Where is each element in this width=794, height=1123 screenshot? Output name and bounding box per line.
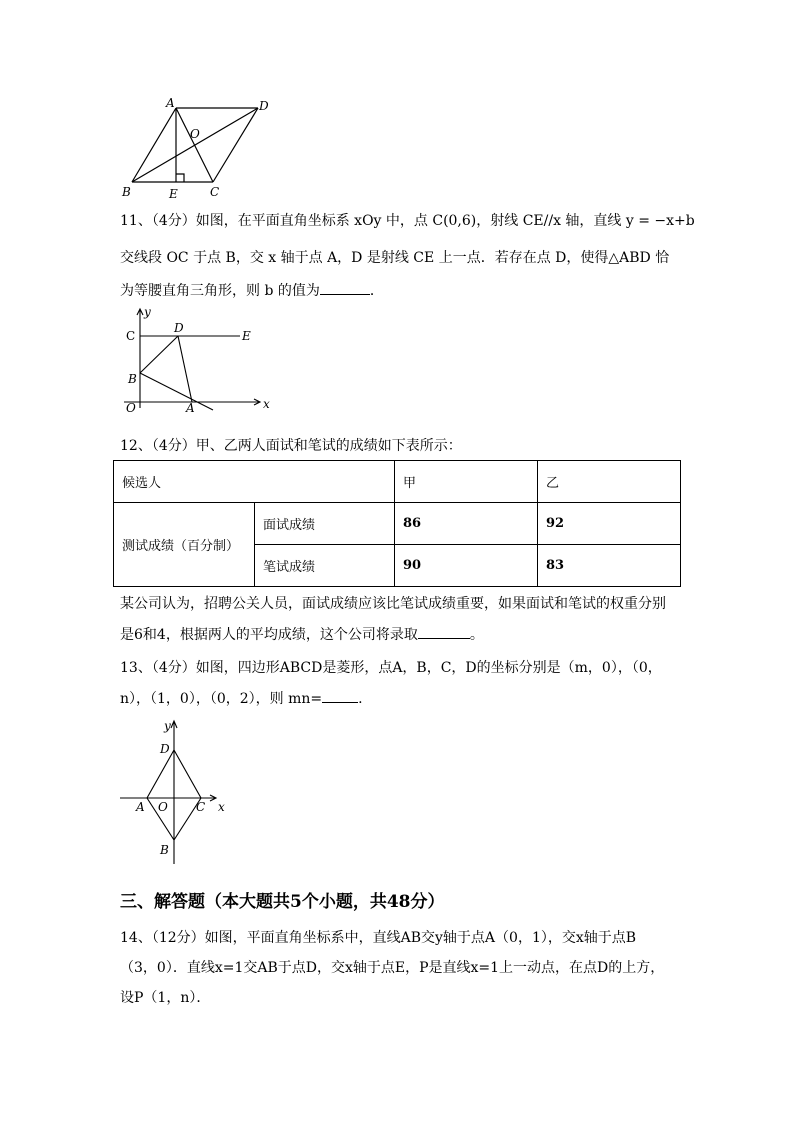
answer-blank-q13[interactable] xyxy=(322,688,358,703)
q11-line-3-text: 为等腰直角三角形，则 b 的值为 xyxy=(120,283,320,299)
label-b: B xyxy=(128,372,137,386)
q14-line-3: 设P（1，n）． xyxy=(120,990,211,1006)
right-angle-mark xyxy=(176,174,184,182)
label-b: B xyxy=(160,843,169,857)
label-d: D xyxy=(259,99,269,113)
label-x: x xyxy=(263,397,270,411)
q11-line-1: 11、（4分）如图，在平面直角坐标系 xOy 中，点 C(0,6)，射线 CE//x 轴，直线 y = −x+b xyxy=(120,213,695,229)
label-c: C xyxy=(126,329,136,343)
label-b: B xyxy=(122,185,131,199)
label-x: x xyxy=(218,800,225,814)
score-table xyxy=(113,460,681,587)
header-yi: 乙 xyxy=(538,461,681,503)
q11-line-3 xyxy=(120,280,384,301)
label-o: O xyxy=(158,800,168,814)
coordinate-figure-q11 xyxy=(118,304,278,416)
q13-line-1: 13、（4分）如图，四边形ABCD是菱形，点A，B，C，D的坐标分别是（m，0），（0， xyxy=(120,660,662,676)
q13-line-2 xyxy=(120,688,363,709)
label-o: O xyxy=(190,127,200,141)
q11-line-2: 交线段 OC 于点 B，交 x 轴于点 A，D 是射线 CE 上一点．若存在点 D，使得△ABD 恰 xyxy=(120,250,670,266)
answer-blank-q11[interactable] xyxy=(320,280,370,295)
written-jia: 90 xyxy=(395,545,538,587)
header-jia: 甲 xyxy=(395,461,538,503)
q12-end: 。 xyxy=(469,627,484,643)
q13-end: . xyxy=(358,691,363,707)
side-cd xyxy=(213,108,258,182)
table-row xyxy=(114,503,681,545)
q14-line-2: （3，0）．直线x=1交AB于点D，交x轴于点E，P是直线x=1上一动点，在点D的上方， xyxy=(120,960,665,976)
label-c: C xyxy=(210,185,220,199)
label-d: D xyxy=(174,321,184,335)
row-label-written: 笔试成绩 xyxy=(255,545,395,587)
written-yi: 83 xyxy=(538,545,681,587)
q12-after-line-2 xyxy=(120,624,484,645)
group-label: 测试成绩（百分制） xyxy=(114,503,255,587)
parallelogram-figure xyxy=(118,94,278,202)
row-label-interview: 面试成绩 xyxy=(255,503,395,545)
label-c: C xyxy=(196,800,206,814)
q12-after-line-2-text: 是6和4，根据两人的平均成绩，这个公司将录取 xyxy=(120,627,418,643)
interview-jia: 86 xyxy=(395,503,538,545)
label-e: E xyxy=(169,187,178,201)
interview-yi: 92 xyxy=(538,503,681,545)
segment-da xyxy=(178,336,192,402)
label-y: y xyxy=(164,719,171,733)
table-header-row xyxy=(114,461,681,503)
label-a: A xyxy=(186,401,195,415)
segment-bd xyxy=(140,336,178,373)
header-candidate: 候选人 xyxy=(114,461,395,503)
label-a: A xyxy=(166,96,175,110)
side-ab xyxy=(132,108,176,182)
q12-stem: 12、（4分）甲、乙两人面试和笔试的成绩如下表所示： xyxy=(120,438,462,454)
q12-after-line-1: 某公司认为，招聘公关人员，面试成绩应该比笔试成绩重要，如果面试和笔试的权重分别 xyxy=(120,596,666,612)
q14-line-1: 14、（12分）如图，平面直角坐标系中，直线AB交y轴于点A（0，1），交x轴于点B xyxy=(120,930,637,946)
label-d: D xyxy=(160,742,170,756)
label-a: A xyxy=(136,800,145,814)
diagonal-bd xyxy=(132,108,258,182)
label-e: E xyxy=(242,329,251,343)
answer-blank-q12[interactable] xyxy=(418,624,470,639)
q13-line-2-text: n），（1，0），（0，2），则 mn= xyxy=(120,691,323,707)
label-y: y xyxy=(144,305,151,319)
q11-end: ． xyxy=(369,283,384,299)
label-o: O xyxy=(126,401,136,415)
rhombus-figure xyxy=(116,716,236,868)
section-title: 三、解答题（本大题共5个小题，共48分） xyxy=(120,892,445,912)
line-ab xyxy=(140,373,213,410)
